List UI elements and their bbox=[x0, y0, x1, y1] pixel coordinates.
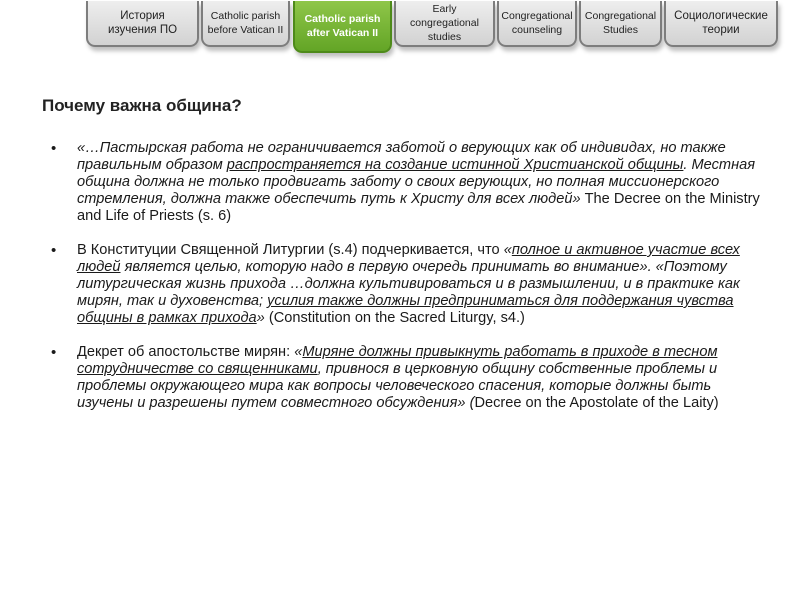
source-citation: Decree on the Apostolate of the Laity) bbox=[474, 395, 719, 411]
tab-label: Catholic parish before Vatican II bbox=[207, 10, 284, 36]
tab-label: Congregational counseling bbox=[501, 10, 573, 36]
quote-underlined: усилия также должны предприниматься для поддержания чувства общины в рамках прихода bbox=[77, 293, 734, 326]
tab-sociological-theories[interactable] bbox=[664, 1, 778, 47]
quote-text: , привнося в церковную общину собственные проблемы и проблемы окружающего мира как вопросы человеческого спасения, которые должны быть изучены и разрешены путем совместного обсуждения» ( bbox=[77, 361, 718, 411]
top-navigation bbox=[0, 0, 800, 62]
tab-catholic-parish-before-vatican-ii[interactable] bbox=[201, 1, 290, 47]
bullet-item bbox=[44, 140, 764, 225]
quote-mark: » bbox=[256, 310, 265, 326]
tab-label: История изучения ПО bbox=[107, 10, 178, 36]
bullet-item bbox=[44, 242, 764, 327]
bullet-item bbox=[44, 344, 764, 412]
quote-mark: « bbox=[294, 344, 303, 360]
tab-history[interactable] bbox=[86, 1, 199, 47]
tab-label: Catholic parish after Vatican II bbox=[304, 13, 381, 39]
intro-text: В Конституции Священной Литургии (s.4) подчеркивается, что bbox=[77, 242, 504, 258]
intro-text: Декрет об апостольстве мирян: bbox=[77, 344, 295, 360]
tab-congregational-counseling[interactable] bbox=[497, 1, 577, 47]
quote-underlined: полное и активное участие всех людей bbox=[77, 242, 740, 275]
bullet-list bbox=[44, 140, 764, 412]
tab-catholic-parish-after-vatican-ii[interactable] bbox=[293, 1, 392, 53]
tab-label: Early congregational studies bbox=[410, 3, 479, 43]
quote-text: является целью, которую надо в первую очередь принимать во внимание». «Поэтому литургическая жизнь прихода …должна культивироваться и в размышлении, и в практике как мирян, так и духовенства; bbox=[77, 259, 740, 309]
tab-label: Социологические теории bbox=[674, 10, 768, 36]
quote-mark: « bbox=[503, 242, 512, 258]
quote-text: «…Пастырская работа не ограничивается заботой о верующих как об индивидах, но также правильным образом bbox=[77, 140, 726, 173]
tab-congregational-studies[interactable] bbox=[579, 1, 662, 47]
tab-early-congregational-studies[interactable] bbox=[394, 1, 495, 47]
source-citation: The Decree on the Ministry and Life of Priests (s. 6) bbox=[77, 191, 760, 224]
quote-underlined: Миряне должны привыкнуть работать в приходе в тесном сотрудничестве со священниками bbox=[77, 344, 718, 377]
source-citation: (Constitution on the Sacred Liturgy, s4.) bbox=[264, 310, 525, 326]
quote-underlined: распространяется на создание истинной Христианской общины bbox=[226, 157, 684, 173]
quote-text: . Местная община должна не только продвигать заботу о своих верующих, но полная миссионерского стремления, должна также обеспечить путь к Христу для всех людей» bbox=[77, 157, 756, 207]
tab-label: Congregational Studies bbox=[584, 10, 657, 36]
page-title: Почему важна община? bbox=[42, 96, 242, 115]
